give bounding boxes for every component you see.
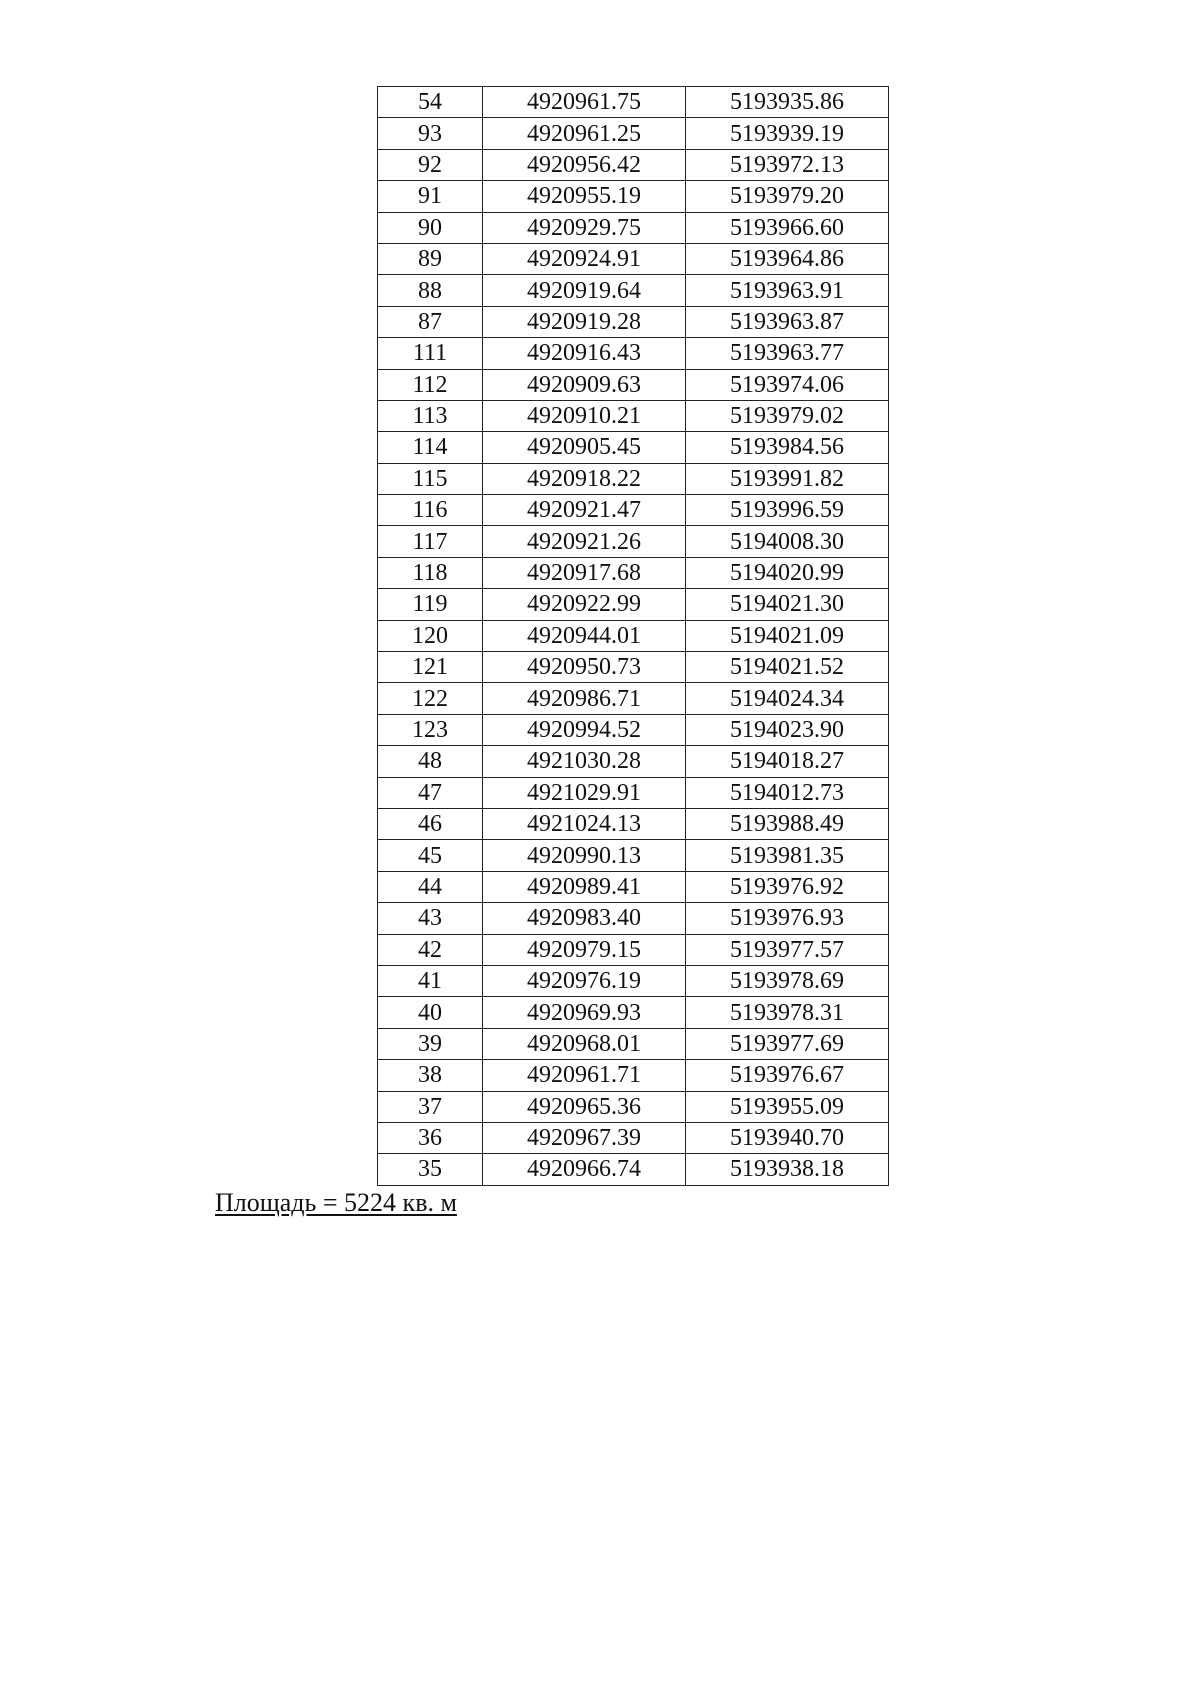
x-coordinate-cell: 4920961.75 [483,87,686,118]
y-coordinate-cell: 5193979.20 [686,181,889,212]
table-row [378,463,889,494]
table-row [378,808,889,839]
y-coordinate-cell: 5194018.27 [686,746,889,777]
point-number-cell: 119 [378,589,483,620]
table-row [378,1154,889,1185]
x-coordinate-cell: 4920909.63 [483,369,686,400]
x-coordinate-cell: 4920983.40 [483,903,686,934]
point-number-cell: 120 [378,620,483,651]
table-row [378,243,889,274]
table-row [378,212,889,243]
point-number-cell: 92 [378,149,483,180]
x-coordinate-cell: 4920916.43 [483,338,686,369]
x-coordinate-cell: 4920956.42 [483,149,686,180]
point-number-cell: 40 [378,997,483,1028]
y-coordinate-cell: 5193976.93 [686,903,889,934]
point-number-cell: 90 [378,212,483,243]
point-number-cell: 54 [378,87,483,118]
point-number-cell: 44 [378,871,483,902]
point-number-cell: 47 [378,777,483,808]
table-row [378,746,889,777]
point-number-cell: 42 [378,934,483,965]
table-row [378,369,889,400]
x-coordinate-cell: 4920986.71 [483,683,686,714]
point-number-cell: 41 [378,965,483,996]
x-coordinate-cell: 4920924.91 [483,243,686,274]
y-coordinate-cell: 5193964.86 [686,243,889,274]
y-coordinate-cell: 5194012.73 [686,777,889,808]
y-coordinate-cell: 5194021.52 [686,652,889,683]
point-number-cell: 122 [378,683,483,714]
point-number-cell: 38 [378,1060,483,1091]
x-coordinate-cell: 4921030.28 [483,746,686,777]
y-coordinate-cell: 5193976.92 [686,871,889,902]
y-coordinate-cell: 5193977.57 [686,934,889,965]
y-coordinate-cell: 5193991.82 [686,463,889,494]
table-row [378,275,889,306]
y-coordinate-cell: 5193974.06 [686,369,889,400]
y-coordinate-cell: 5193988.49 [686,808,889,839]
table-row [378,934,889,965]
point-number-cell: 48 [378,746,483,777]
table-row [378,526,889,557]
y-coordinate-cell: 5193977.69 [686,1028,889,1059]
y-coordinate-cell: 5193935.86 [686,87,889,118]
table-row [378,589,889,620]
table-row [378,714,889,745]
point-number-cell: 46 [378,808,483,839]
table-row [378,652,889,683]
table-row [378,149,889,180]
y-coordinate-cell: 5193963.77 [686,338,889,369]
table-row [378,1122,889,1153]
table-row [378,1091,889,1122]
x-coordinate-cell: 4920994.52 [483,714,686,745]
point-number-cell: 89 [378,243,483,274]
x-coordinate-cell: 4920922.99 [483,589,686,620]
table-row [378,338,889,369]
coordinates-table [377,86,889,1186]
x-coordinate-cell: 4920919.64 [483,275,686,306]
table-row [378,997,889,1028]
table-row [378,400,889,431]
x-coordinate-cell: 4920979.15 [483,934,686,965]
point-number-cell: 118 [378,557,483,588]
table-row [378,840,889,871]
x-coordinate-cell: 4920950.73 [483,652,686,683]
y-coordinate-cell: 5194023.90 [686,714,889,745]
x-coordinate-cell: 4920961.25 [483,118,686,149]
point-number-cell: 116 [378,495,483,526]
y-coordinate-cell: 5193966.60 [686,212,889,243]
y-coordinate-cell: 5194021.09 [686,620,889,651]
point-number-cell: 93 [378,118,483,149]
y-coordinate-cell: 5193996.59 [686,495,889,526]
y-coordinate-cell: 5193972.13 [686,149,889,180]
table-row [378,871,889,902]
y-coordinate-cell: 5193981.35 [686,840,889,871]
x-coordinate-cell: 4920968.01 [483,1028,686,1059]
y-coordinate-cell: 5194024.34 [686,683,889,714]
x-coordinate-cell: 4920990.13 [483,840,686,871]
table-row [378,87,889,118]
table-row [378,620,889,651]
table-row [378,1028,889,1059]
x-coordinate-cell: 4920918.22 [483,463,686,494]
x-coordinate-cell: 4920955.19 [483,181,686,212]
table-row [378,181,889,212]
point-number-cell: 112 [378,369,483,400]
y-coordinate-cell: 5193979.02 [686,400,889,431]
x-coordinate-cell: 4920917.68 [483,557,686,588]
area-summary: Площадь = 5224 кв. м [215,1188,457,1217]
table-row [378,495,889,526]
point-number-cell: 45 [378,840,483,871]
point-number-cell: 36 [378,1122,483,1153]
point-number-cell: 87 [378,306,483,337]
y-coordinate-cell: 5193939.19 [686,118,889,149]
x-coordinate-cell: 4920965.36 [483,1091,686,1122]
point-number-cell: 114 [378,432,483,463]
table-row [378,1060,889,1091]
y-coordinate-cell: 5193978.69 [686,965,889,996]
y-coordinate-cell: 5193963.91 [686,275,889,306]
point-number-cell: 37 [378,1091,483,1122]
x-coordinate-cell: 4920910.21 [483,400,686,431]
table-row [378,306,889,337]
x-coordinate-cell: 4920919.28 [483,306,686,337]
y-coordinate-cell: 5193978.31 [686,997,889,1028]
y-coordinate-cell: 5193955.09 [686,1091,889,1122]
x-coordinate-cell: 4921029.91 [483,777,686,808]
point-number-cell: 35 [378,1154,483,1185]
point-number-cell: 88 [378,275,483,306]
x-coordinate-cell: 4921024.13 [483,808,686,839]
point-number-cell: 123 [378,714,483,745]
y-coordinate-cell: 5194021.30 [686,589,889,620]
y-coordinate-cell: 5193984.56 [686,432,889,463]
y-coordinate-cell: 5193938.18 [686,1154,889,1185]
point-number-cell: 115 [378,463,483,494]
x-coordinate-cell: 4920966.74 [483,1154,686,1185]
x-coordinate-cell: 4920961.71 [483,1060,686,1091]
table-row [378,118,889,149]
table-row [378,683,889,714]
y-coordinate-cell: 5194008.30 [686,526,889,557]
x-coordinate-cell: 4920969.93 [483,997,686,1028]
table-row [378,965,889,996]
point-number-cell: 121 [378,652,483,683]
x-coordinate-cell: 4920921.47 [483,495,686,526]
coordinates-table-body [378,87,889,1186]
y-coordinate-cell: 5193976.67 [686,1060,889,1091]
x-coordinate-cell: 4920976.19 [483,965,686,996]
table-row [378,432,889,463]
x-coordinate-cell: 4920989.41 [483,871,686,902]
table-row [378,903,889,934]
table-row [378,557,889,588]
x-coordinate-cell: 4920929.75 [483,212,686,243]
x-coordinate-cell: 4920967.39 [483,1122,686,1153]
x-coordinate-cell: 4920921.26 [483,526,686,557]
point-number-cell: 39 [378,1028,483,1059]
point-number-cell: 43 [378,903,483,934]
point-number-cell: 91 [378,181,483,212]
point-number-cell: 113 [378,400,483,431]
x-coordinate-cell: 4920944.01 [483,620,686,651]
y-coordinate-cell: 5194020.99 [686,557,889,588]
y-coordinate-cell: 5193940.70 [686,1122,889,1153]
x-coordinate-cell: 4920905.45 [483,432,686,463]
point-number-cell: 111 [378,338,483,369]
table-row [378,777,889,808]
point-number-cell: 117 [378,526,483,557]
y-coordinate-cell: 5193963.87 [686,306,889,337]
